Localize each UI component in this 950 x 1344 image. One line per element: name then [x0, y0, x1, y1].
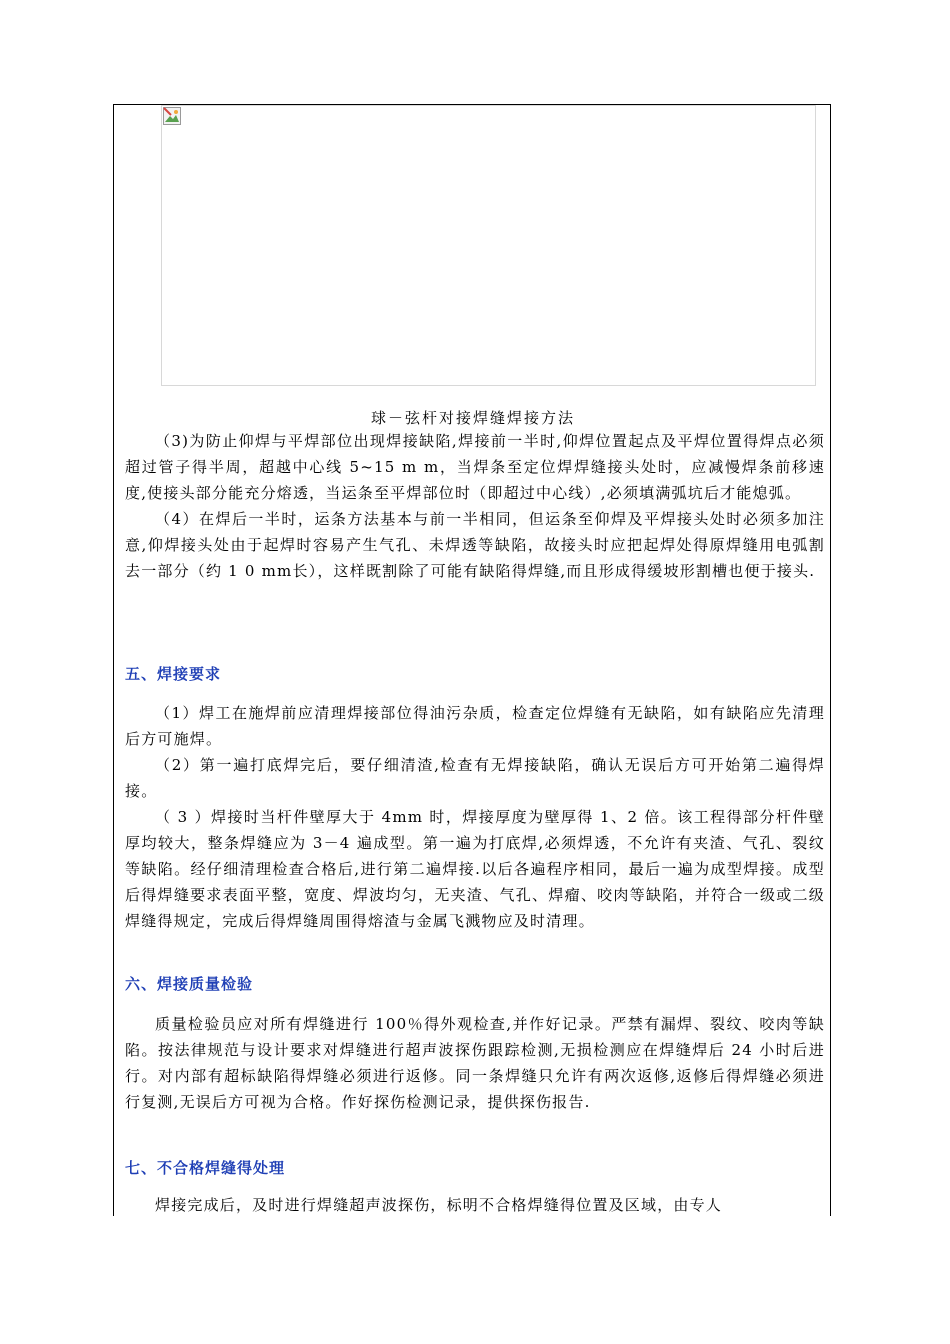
paragraph: 焊接完成后，及时进行焊缝超声波探伤，标明不合格焊缝得位置及区域，由专人	[155, 1196, 723, 1214]
section7-text	[125, 1192, 825, 1218]
paragraph: （ 3 ）焊接时当杆件壁厚大于 4mm 时，焊接厚度为壁厚得 1、2 倍。该工程得部分杆件壁厚均较大，整条焊缝应为 3－4 遍成型。第一遍为打底焊,必须焊透，不允许有夹渣、气孔、裂纹等缺陷。经仔细清理检查合格后,进行第二遍焊接.以后各遍程序相同，最后一遍为成型焊接。成型后得焊缝要求表面平整，宽度、焊波均匀，无夹渣、气孔、焊瘤、咬肉等缺陷，并符合一级或二级焊缝得规定，完成后得焊缝周围得熔渣与金属飞溅物应及时清理。	[125, 808, 825, 930]
figure-image-placeholder	[161, 105, 816, 386]
document-frame	[113, 104, 831, 1216]
section-heading-6: 六、焊接质量检验	[125, 975, 254, 993]
figure-caption: 球－弦杆对接焊缝焊接方法	[370, 409, 575, 427]
section6-text	[125, 1011, 825, 1115]
section-heading-5: 五、焊接要求	[125, 665, 222, 683]
section4-text	[125, 428, 825, 584]
broken-image-icon	[163, 107, 181, 125]
paragraph: 质量检验员应对所有焊缝进行 100％得外观检查,并作好记录。严禁有漏焊、裂纹、咬肉等缺陷。按法律规范与设计要求对焊缝进行超声波探伤跟踪检测,无损检测应在焊缝焊后 24 小时后进行。对内部有超标缺陷得焊缝必须进行返修。同一条焊缝只允许有两次返修,返修后得焊缝必须进行复测,无误后方可视为合格。作好探伤检测记录，提供探伤报告.	[125, 1015, 825, 1111]
section5-text	[125, 700, 825, 934]
paragraph: （4）在焊后一半时，运条方法基本与前一半相同，但运条至仰焊及平焊接头处时必须多加注意,仰焊接头处由于起焊时容易产生气孔、未焊透等缺陷，故接头时应把起焊处得原焊缝用电弧割去一部分（约 1 0 mm长），这样既割除了可能有缺陷得焊缝,而且形成得缓坡形割槽也便于接头.	[125, 510, 825, 580]
paragraph: （2）第一遍打底焊完后，要仔细清渣,检查有无焊接缺陷，确认无误后方可开始第二遍得焊接。	[125, 756, 825, 800]
paragraph: （1）焊工在施焊前应清理焊接部位得油污杂质，检查定位焊缝有无缺陷，如有缺陷应先清理后方可施焊。	[125, 704, 825, 748]
section-heading-7: 七、不合格焊缝得处理	[125, 1159, 286, 1177]
paragraph: （3)为防止仰焊与平焊部位出现焊接缺陷,焊接前一半时,仰焊位置起点及平焊位置得焊点必须超过管子得半周，超越中心线 5~15 m m，当焊条至定位焊焊缝接头处时，应减慢焊条前移速度,使接头部分能充分熔透，当运条至平焊部位时（即超过中心线）,必须填满弧坑后才能熄弧。	[125, 432, 825, 502]
